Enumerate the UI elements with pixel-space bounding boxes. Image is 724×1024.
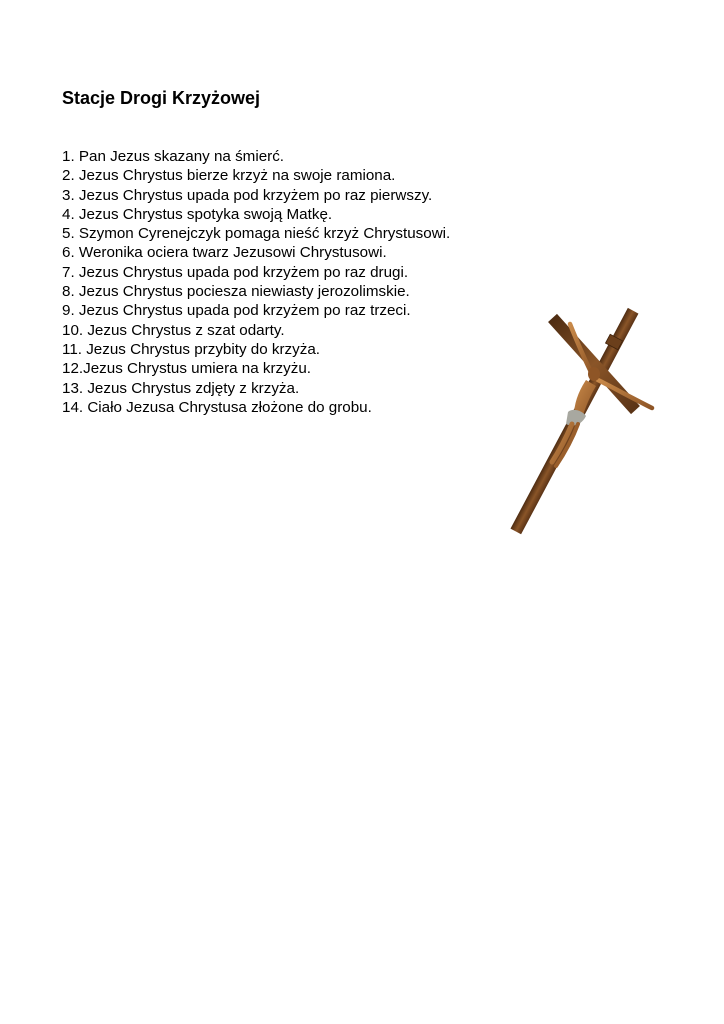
list-item: 2. Jezus Chrystus bierze krzyż na swoje ramiona.	[62, 167, 396, 185]
list-item: 14. Ciało Jezusa Chrystusa złożone do grobu.	[62, 398, 372, 416]
list-item: 1. Pan Jezus skazany na śmierć.	[62, 148, 285, 165]
list-item: 5. Szymon Cyrenejczyk pomaga nieść krzyż Chrystusowi.	[62, 225, 451, 243]
list-item: 3. Jezus Chrystus upada pod krzyżem po raz pierwszy.	[62, 186, 433, 204]
crucifix-icon	[482, 300, 664, 545]
list-item: 7. Jezus Chrystus upada pod krzyżem po raz drugi.	[62, 263, 409, 281]
list-item: 6. Weronika ociera twarz Jezusowi Chrystusowi.	[62, 244, 387, 262]
list-item: 12.Jezus Chrystus umiera na krzyżu.	[62, 360, 311, 378]
list-item: 9. Jezus Chrystus upada pod krzyżem po raz trzeci.	[62, 302, 411, 320]
list-item: 11. Jezus Chrystus przybity do krzyża.	[62, 340, 320, 358]
list-item: 10. Jezus Chrystus z szat odarty.	[62, 321, 285, 339]
corpus-figure	[552, 324, 652, 466]
list-item: 8. Jezus Chrystus pociesza niewiasty jerozolimskie.	[62, 283, 410, 301]
stations-list	[62, 147, 450, 417]
list-item: 13. Jezus Chrystus zdjęty z krzyża.	[62, 379, 300, 397]
page-title: Stacje Drogi Krzyżowej	[62, 88, 261, 108]
list-item: 4. Jezus Chrystus spotyka swoją Matkę.	[62, 205, 333, 223]
